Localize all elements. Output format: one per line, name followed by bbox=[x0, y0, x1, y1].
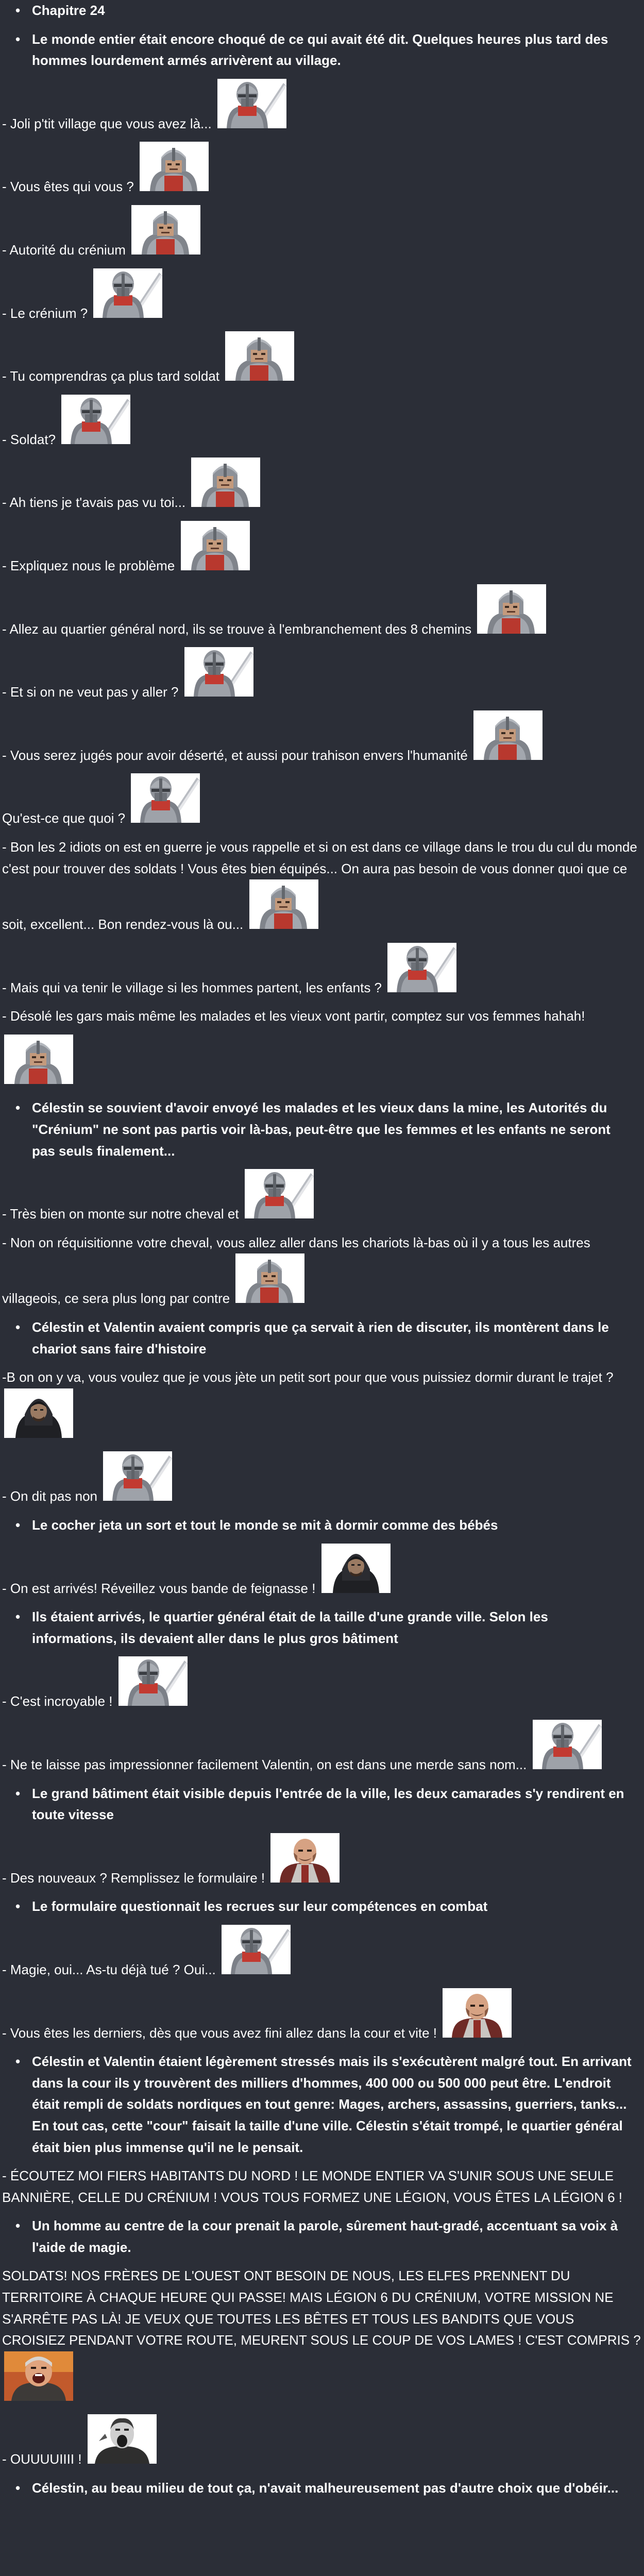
narration-text: Un homme au centre de la cour prenait la parole, sûrement haut-gradé, accentuant sa voix à l'aide de magie. bbox=[32, 2218, 618, 2255]
dialogue-text: - Allez au quartier général nord, ils se trouve à l'embranchement des 8 chemins bbox=[2, 621, 472, 637]
dialogue-line bbox=[2, 1656, 641, 1720]
dialogue-text: - Mais qui va tenir le village si les hommes partent, les enfants ? bbox=[2, 979, 382, 995]
dialogue-text: - Expliquez nous le problème bbox=[2, 557, 175, 573]
dialogue-line bbox=[2, 2265, 641, 2414]
narration-text: Ils étaient arrivés, le quartier général était de la taille d'une grande ville. Selon les informations, ils devaient aller dans le plus gros bâtiment bbox=[32, 1609, 548, 1646]
dialogue-text: - Très bien on monte sur notre cheval et bbox=[2, 1206, 239, 1222]
knight-face-icon bbox=[225, 331, 294, 381]
knight-sword-icon bbox=[217, 79, 286, 128]
knight-sword-icon bbox=[387, 943, 456, 992]
dialogue-line bbox=[2, 943, 641, 1006]
dialogue-line bbox=[2, 1988, 641, 2052]
knight-face-icon bbox=[235, 1253, 304, 1303]
knight-face-icon bbox=[473, 710, 543, 760]
dialogue-line bbox=[2, 1367, 641, 1451]
narration-text: Chapitre 24 bbox=[32, 3, 105, 18]
dialogue-line bbox=[2, 521, 641, 584]
dialogue-text: - Ah tiens je t'avais pas vu toi... bbox=[2, 495, 186, 511]
narration-text: Célestin et Valentin avaient compris que ça servait à rien de discuter, ils montèrent dans le chariot sans faire d'histoire bbox=[32, 1319, 609, 1357]
dialogue-line bbox=[2, 331, 641, 395]
knight-sword-icon bbox=[61, 395, 130, 444]
dialogue-line bbox=[2, 1720, 641, 1783]
dialogue-text: - OUUUUIIII ! bbox=[2, 2451, 82, 2467]
narration-bullet bbox=[32, 1896, 636, 1925]
dialogue-text: -B on on y va, vous voulez que je vous jète un petit sort pour que vous puissiez dormir durant le trajet ? bbox=[2, 1369, 614, 1385]
dialogue-line bbox=[2, 1451, 641, 1515]
narration-text: Célestin se souvient d'avoir envoyé les malades et les vieux dans la mine, les Autorités du "Crénium" ne sont pas partis voir là-bas, peut-être que les femmes et les enfants ne seront pas seuls finalement... bbox=[32, 1100, 611, 1159]
avatar-line bbox=[2, 1035, 641, 1098]
narration-bullet bbox=[32, 1317, 636, 1367]
dialogue-line bbox=[2, 837, 641, 943]
dialogue-line bbox=[2, 1833, 641, 1896]
dialogue-line bbox=[2, 1925, 641, 1988]
narration-bullet bbox=[32, 2215, 636, 2265]
knight-face-icon bbox=[131, 205, 200, 255]
dialogue-line bbox=[2, 395, 641, 458]
dialogue-line bbox=[2, 457, 641, 521]
narration-bullet bbox=[32, 0, 636, 29]
dialogue-text: - Joli p'tit village que vous avez là... bbox=[2, 115, 212, 131]
narration-bullet bbox=[32, 29, 636, 79]
dialogue-line bbox=[2, 1544, 641, 1607]
dialogue-line bbox=[2, 1169, 641, 1232]
dialogue-line bbox=[2, 584, 641, 648]
dialogue-text: - Et si on ne veut pas y aller ? bbox=[2, 684, 179, 700]
knight-face-icon bbox=[140, 142, 209, 191]
dialogue-line bbox=[2, 142, 641, 205]
narration-text: Le grand bâtiment était visible depuis l'entrée de la ville, les deux camarades s'y rendirent en toute vitesse bbox=[32, 1785, 624, 1823]
knight-sword-icon bbox=[245, 1169, 314, 1218]
dialogue-text: - Non on réquisitionne votre cheval, vous allez aller dans les chariots là-bas où il y a tous les autres villageois, ce sera plus long par contre bbox=[2, 1234, 590, 1307]
dialogue-line bbox=[2, 1232, 641, 1317]
knight-face-icon bbox=[4, 1035, 73, 1084]
dialogue-line bbox=[2, 79, 641, 142]
dialogue-text: - Vous serez jugés pour avoir déserté, et aussi pour trahison envers l'humanité bbox=[2, 747, 468, 763]
dialogue-text: - Bon les 2 idiots on est en guerre je vous rappelle et si on est dans ce village dans le trou du cul du monde c'est pour trouver des soldats ! Vous êtes bien équipés... On aura pas besoin de vous donner quoi que ce soit, excellent... Bon rendez-vous là ou... bbox=[2, 839, 637, 933]
knight-sword-icon bbox=[118, 1656, 188, 1706]
dialogue-line bbox=[2, 710, 641, 774]
dialogue-text: - Le crénium ? bbox=[2, 305, 88, 321]
knight-face-icon bbox=[181, 521, 250, 570]
dialogue-line bbox=[2, 268, 641, 332]
narration-text: Le monde entier était encore choqué de ce qui avait été dit. Quelques heures plus tard des hommes lourdement armés arrivèrent au village. bbox=[32, 31, 608, 69]
dialogue-line bbox=[2, 1006, 641, 1035]
dialogue-text: - On est arrivés! Réveillez vous bande de feignasse ! bbox=[2, 1580, 316, 1596]
narration-text: Le cocher jeta un sort et tout le monde se mit à dormir comme des bébés bbox=[32, 1517, 498, 1533]
bald-officer-icon bbox=[270, 1833, 340, 1883]
narration-text: Célestin et Valentin étaient légèrement stressés mais ils s'exécutèrent malgré tout. En arrivant dans la cour ils y trouvèrent des milliers d'hommes, 400 000 ou 500 000 peut être. L'endroit était rempli de soldats nordiques en tout genre: Mages, archers, assassins, guerriers, tanks... En tout cas, cette "cour" faisait la taille d'une ville. Célestin s'était trompé, le quartier général était bien plus immense qu'il ne le pensait. bbox=[32, 2054, 632, 2155]
dialogue-text: - ÉCOUTEZ MOI FIERS HABITANTS DU NORD ! LE MONDE ENTIER VA S'UNIR SOUS UNE SEULE BANNIÈRE, CELLE DU CRÉNIUM ! VOUS TOUS FORMEZ UNE LÉGION, VOUS ÊTES LA LÉGION 6 ! bbox=[2, 2168, 622, 2205]
dialogue-text: - Ne te laisse pas impressionner facilement Valentin, on est dans une merde sans nom... bbox=[2, 1756, 527, 1772]
dialogue-text: - C'est incroyable ! bbox=[2, 1693, 113, 1709]
dialogue-text: - Des nouveaux ? Remplissez le formulaire ! bbox=[2, 1870, 265, 1886]
hooded-mage-icon bbox=[321, 1544, 391, 1593]
dialogue-text: - Soldat? bbox=[2, 431, 56, 447]
dialogue-text: - Autorité du crénium bbox=[2, 242, 126, 258]
narration-text: Le formulaire questionnait les recrues sur leur compétences en combat bbox=[32, 1899, 488, 1914]
narration-bullet bbox=[32, 1515, 636, 1544]
knight-sword-icon bbox=[184, 647, 253, 697]
shouting-general-icon bbox=[4, 2351, 73, 2401]
dialogue-text: - Magie, oui... As-tu déjà tué ? Oui... bbox=[2, 1961, 216, 1977]
dialogue-text: - On dit pas non bbox=[2, 1488, 97, 1504]
knight-sword-icon bbox=[93, 268, 162, 318]
bald-officer-icon bbox=[443, 1988, 512, 2038]
knight-face-icon bbox=[191, 457, 260, 507]
knight-sword-icon bbox=[533, 1720, 602, 1769]
knight-sword-icon bbox=[103, 1451, 172, 1501]
dialogue-line bbox=[2, 773, 641, 837]
narration-bullet bbox=[32, 2051, 636, 2165]
dialogue-line bbox=[2, 647, 641, 710]
narration-bullet bbox=[32, 2478, 636, 2506]
knight-face-icon bbox=[249, 879, 318, 929]
dialogue-text: - Tu comprendras ça plus tard soldat bbox=[2, 368, 219, 384]
narration-bullet bbox=[32, 1097, 636, 1169]
narration-bullet bbox=[32, 1783, 636, 1833]
narration-text: Célestin, au beau milieu de tout ça, n'avait malheureusement pas d'autre choix que d'obéir... bbox=[32, 2480, 619, 2496]
dialogue-line bbox=[2, 2165, 641, 2215]
dialogue-text: - Vous êtes les derniers, dès que vous avez fini allez dans la cour et vite ! bbox=[2, 2025, 437, 2041]
dialogue-text: SOLDATS! NOS FRÈRES DE L'OUEST ONT BESOIN DE NOUS, LES ELFES PRENNENT DU TERRITOIRE À CHAQUE HEURE QUI PASSE! MAIS LÉGION 6 DU CRÉNIUM, VOTRE MISSION NE S'ARRÊTE PAS LÀ! JE VEUX QUE TOUTES LES BÊTES ET TOUS LES BANDITS QUE VOUS CROISIEZ PENDANT VOTRE ROUTE, MEURENT SOUS LE COUP DE VOS LAMES ! C'EST COMPRIS ? bbox=[2, 2268, 641, 2348]
dialogue-line bbox=[2, 2414, 641, 2478]
narration-bullet bbox=[32, 1606, 636, 1656]
dialogue-line bbox=[2, 205, 641, 268]
knight-face-icon bbox=[477, 584, 546, 634]
screaming-man-icon bbox=[88, 2414, 157, 2464]
dialogue-text: - Vous êtes qui vous ? bbox=[2, 179, 134, 195]
hooded-mage-icon bbox=[4, 1388, 73, 1438]
knight-sword-icon bbox=[131, 773, 200, 823]
dialogue-text: Qu'est-ce que quoi ? bbox=[2, 810, 126, 826]
knight-sword-icon bbox=[222, 1925, 291, 1974]
dialogue-text: - Désolé les gars mais même les malades et les vieux vont partir, comptez sur vos femmes hahah! bbox=[2, 1008, 585, 1024]
